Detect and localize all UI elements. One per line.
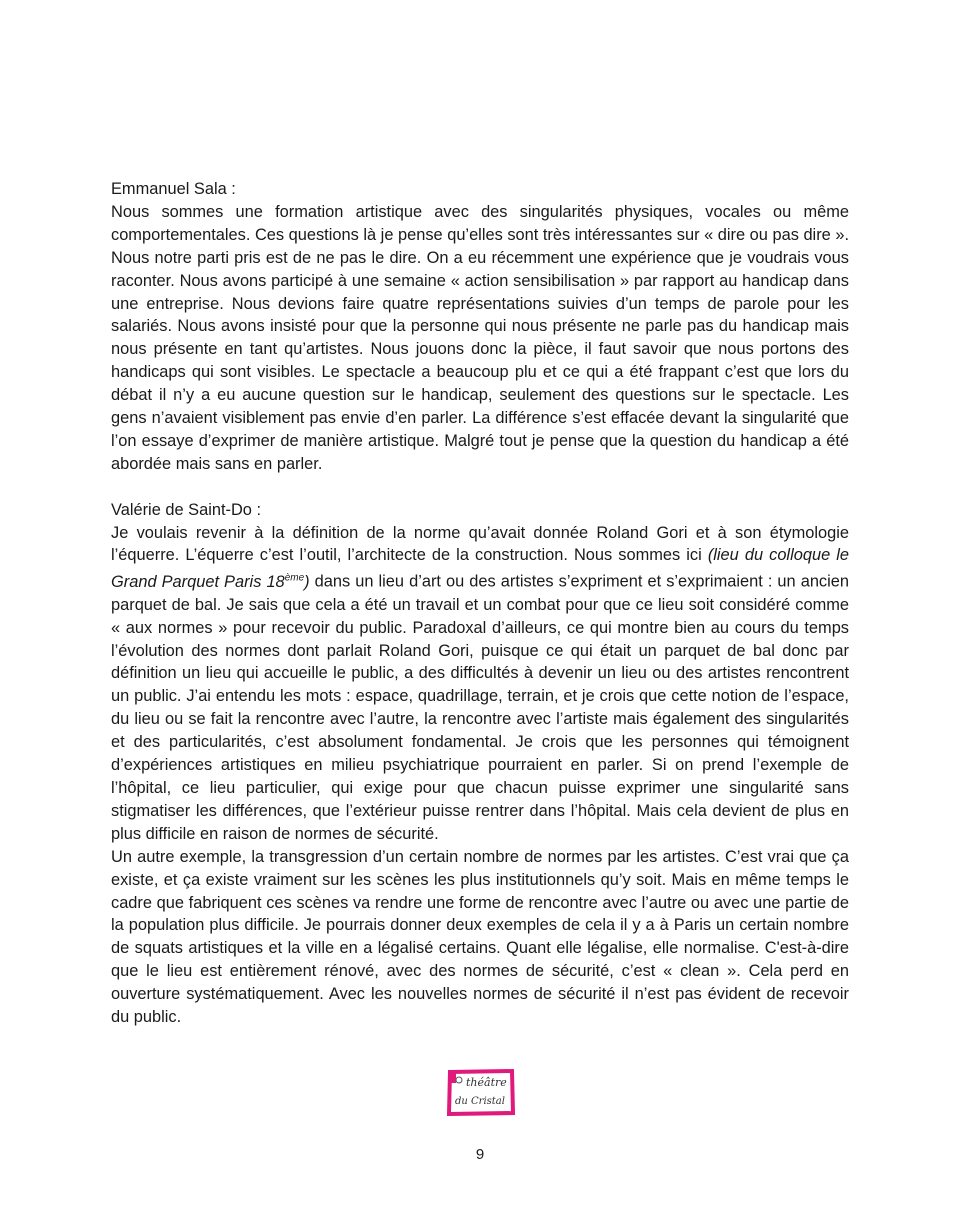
paragraph-valerie-2: Un autre exemple, la transgression d’un certain nombre de normes par les artistes. C’est vrai que ça existe, et ça existe vraiment sur les scènes les plus institutionnels qu’y soit. Mais en même temps le cadre que fabriquent ces scènes va rendre une forme de rencontre avec l’autre ou avec une partie de la population plus difficile. Je pourrais donner deux exemples de cela il y a à Paris un certain nombre de squats artistiques et la ville en a légalisé certains. Quant elle légalise, elle normalise. C'est-à-dire que le lieu est entièrement rénové, avec des normes de sécurité, c’est « clean ». Cela perd en ouverture systématiquement. Avec les nouvelles normes de sécurité il n’est pas évident de recevoir du public.: [111, 847, 849, 1027]
italic-aside-close: ): [304, 572, 310, 591]
paragraph-text: dans un lieu d’art ou des artistes s’expriment et s’exprimaient : un ancien parquet de bal. Je sais que cela a été un travail et un combat pour que ce lieu soit considéré comme « aux normes » pour recevoir du public. Paradoxal d’ailleurs, ce qui montre bien au cours du temps l’évolution des normes dont parlait Roland Gori, puisque ce qui était un parquet de bal donc par définition un lieu qui accueille le public, a des difficultés à devenir un lieu ou des artistes rencontrent un public. J’ai entendu les mots : espace, quadrillage, terrain, et je crois que cette notion de l’espace, du lieu ou se fait la rencontre avec l’autre, la rencontre avec l’artiste mais également des singularités et des particularités, c’est absolument fondamental. Je crois que les personnes qui témoignent d’expériences artistiques en milieu psychiatrique pourraient en parler. Si on prend l’exemple de l’hôpital, ce lieu particulier, qui exige pour que chacun puisse exprimer une singularité sans stigmatiser les différences, que l’extérieur puisse rentrer dans l’hôpital. Mais cela devient de plus en plus difficile en raison de normes de sécurité.: [111, 572, 849, 843]
speaker-name-valerie-de-saint-do: Valérie de Saint-Do :: [111, 500, 262, 519]
logo-line-1: théâtre: [466, 1076, 507, 1089]
logo-line-2: du Cristal: [455, 1096, 505, 1107]
paragraph-emmanuel-sala: Nous sommes une formation artistique avec des singularités physiques, vocales ou même comportementales. Ces questions là je pense qu’elles sont très intéressantes sur « dire ou pas dire ». Nous notre parti pris est de ne pas le dire. On a eu récemment une expérience que je voudrais vous raconter. Nous avons participé à une semaine « action sensibilisation » par rapport au handicap dans une entreprise. Nous devions faire quatre représentations suivies d’un temps de parole pour les salariés. Nous avons insisté pour que la personne qui nous présente ne parle pas du handicap mais nous présente en tant qu’artistes. Nous jouons donc la pièce, il faut savoir que nous portons des handicaps qui sont visibles. Le spectacle a beaucoup plu et ce qui a été frappant c’est que lors du débat il n’y a eu aucune question sur le handicap, seulement des questions sur le spectacle. Les gens n’avaient visiblement pas envie d’en parler. La différence s’est effacée devant la singularité que l’on essaye d’exprimer de manière artistique. Malgré tout je pense que la question du handicap a été abordée mais sans en parler.: [111, 202, 849, 473]
superscript-suffix: ème: [284, 572, 305, 584]
italic-aside-text: (lieu du colloque le Grand Parquet Paris 18: [111, 546, 849, 591]
speaker-name-emmanuel-sala: Emmanuel Sala :: [111, 180, 236, 198]
theatre-du-cristal-logo: [446, 1068, 516, 1116]
page-content: [111, 178, 849, 1029]
page-number: 9: [475, 1146, 485, 1163]
logo-accent: [448, 1071, 456, 1083]
logo-face-mark: [456, 1077, 462, 1083]
section-spacer: [111, 476, 849, 499]
paragraph-text: Je voulais revenir à la définition de la norme qu’avait donnée Roland Gori et à son étymologie l’équerre. L’équerre c’est l’outil, l’architecte de la construction. Nous sommes ici: [111, 523, 849, 565]
paragraph-valerie-1: [111, 522, 849, 846]
